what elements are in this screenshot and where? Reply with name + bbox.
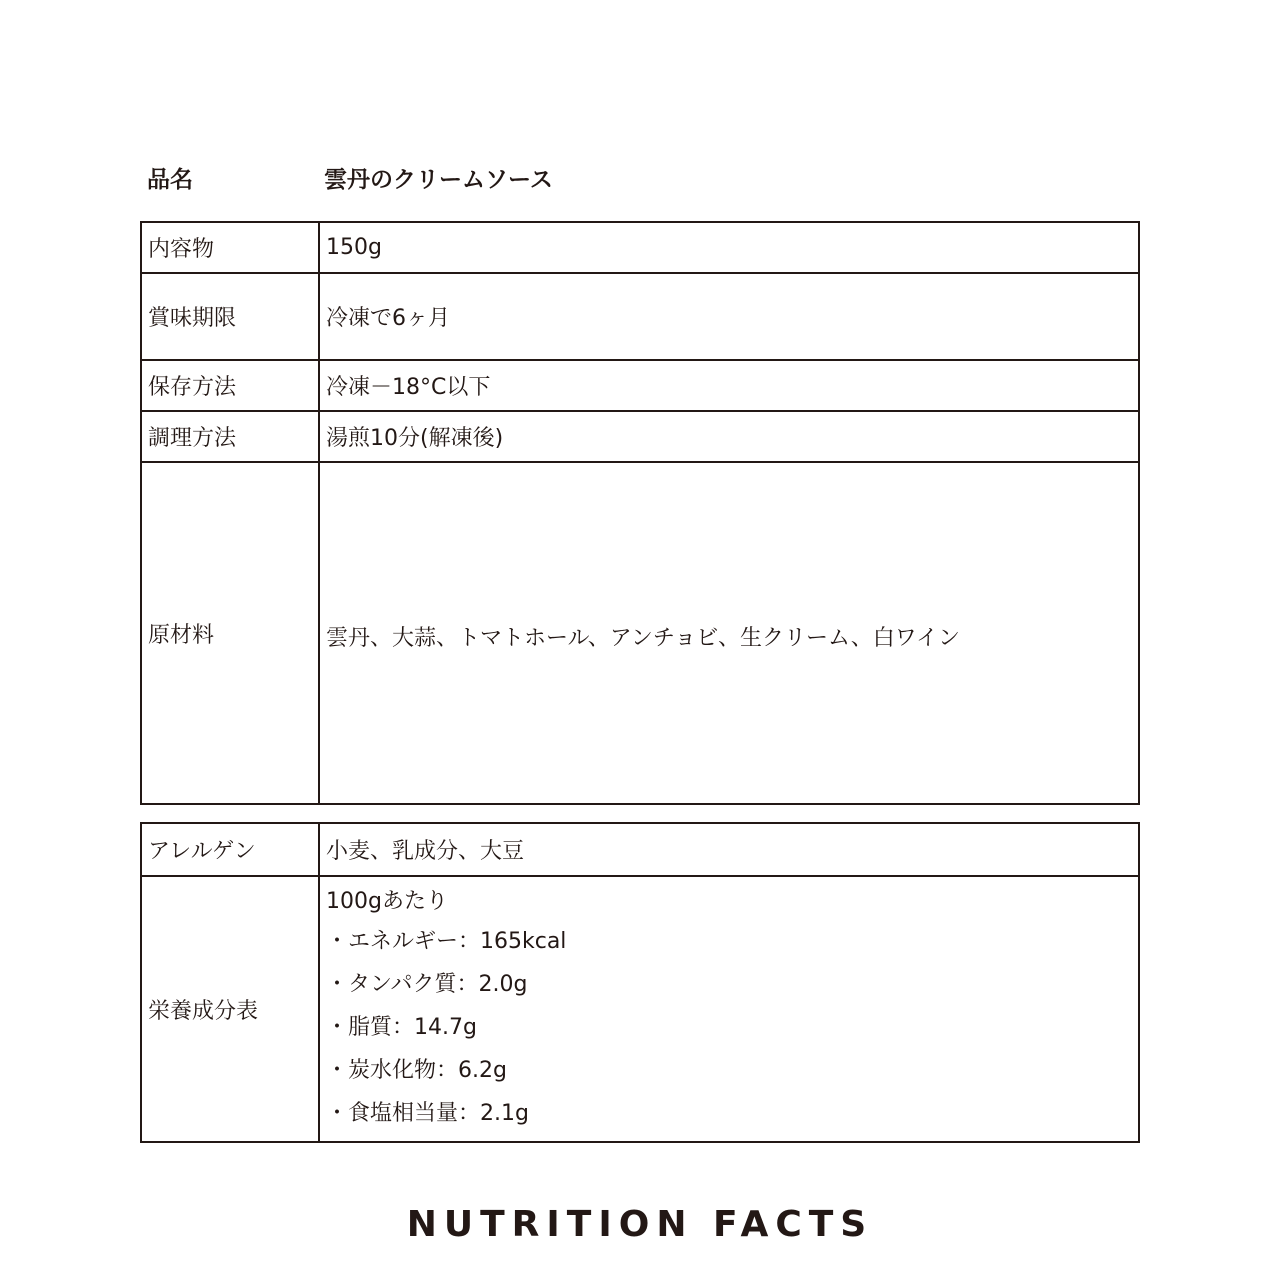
nutrition-item-protein: ・タンパク質：2.0g [326, 971, 528, 997]
product-name-value: 雲丹のクリームソース [324, 167, 553, 193]
nutrition-key: 栄養成分表 [141, 876, 319, 1142]
product-name-label: 品名 [147, 167, 193, 193]
footer-title: NUTRITION FACTS [406, 1204, 874, 1245]
table-row [141, 411, 1139, 462]
nutrition-cell [319, 876, 1139, 1142]
storage-value: 冷凍－18°C以下 [319, 360, 1139, 411]
best-before-value: 冷凍で6ヶ月 [319, 273, 1139, 360]
cooking-value: 湯煎10分(解凍後) [319, 411, 1139, 462]
table-row [141, 823, 1139, 876]
allergen-key: アレルゲン [141, 823, 319, 876]
table-row [141, 462, 1139, 804]
nutrition-table [140, 822, 1140, 1143]
ingredients-cell [319, 462, 1139, 804]
contents-key: 内容物 [141, 222, 319, 273]
nutrition-item-energy: ・エネルギー：165kcal [326, 928, 567, 954]
nutrition-header: 100gあたり [326, 888, 448, 914]
allergen-value: 小麦、乳成分、大豆 [319, 823, 1139, 876]
ingredients-value: 雲丹、大蒜、トマトホール、アンチョビ、生クリーム、白ワイン [326, 625, 961, 651]
nutrition-item-fat: ・脂質：14.7g [326, 1014, 477, 1040]
table-row [141, 222, 1139, 273]
product-name-row [147, 162, 1147, 198]
nutrition-item-carbohydrate: ・炭水化物：6.2g [326, 1057, 507, 1083]
cooking-key: 調理方法 [141, 411, 319, 462]
contents-value: 150g [319, 222, 1139, 273]
table-row [141, 273, 1139, 360]
spec-table [140, 221, 1140, 805]
nutrition-list [326, 922, 1132, 1137]
storage-key: 保存方法 [141, 360, 319, 411]
ingredients-key: 原材料 [141, 462, 319, 804]
table-row [141, 360, 1139, 411]
nutrition-item-salt: ・食塩相当量：2.1g [326, 1100, 529, 1126]
best-before-key: 賞味期限 [141, 273, 319, 360]
table-row [141, 876, 1139, 1142]
